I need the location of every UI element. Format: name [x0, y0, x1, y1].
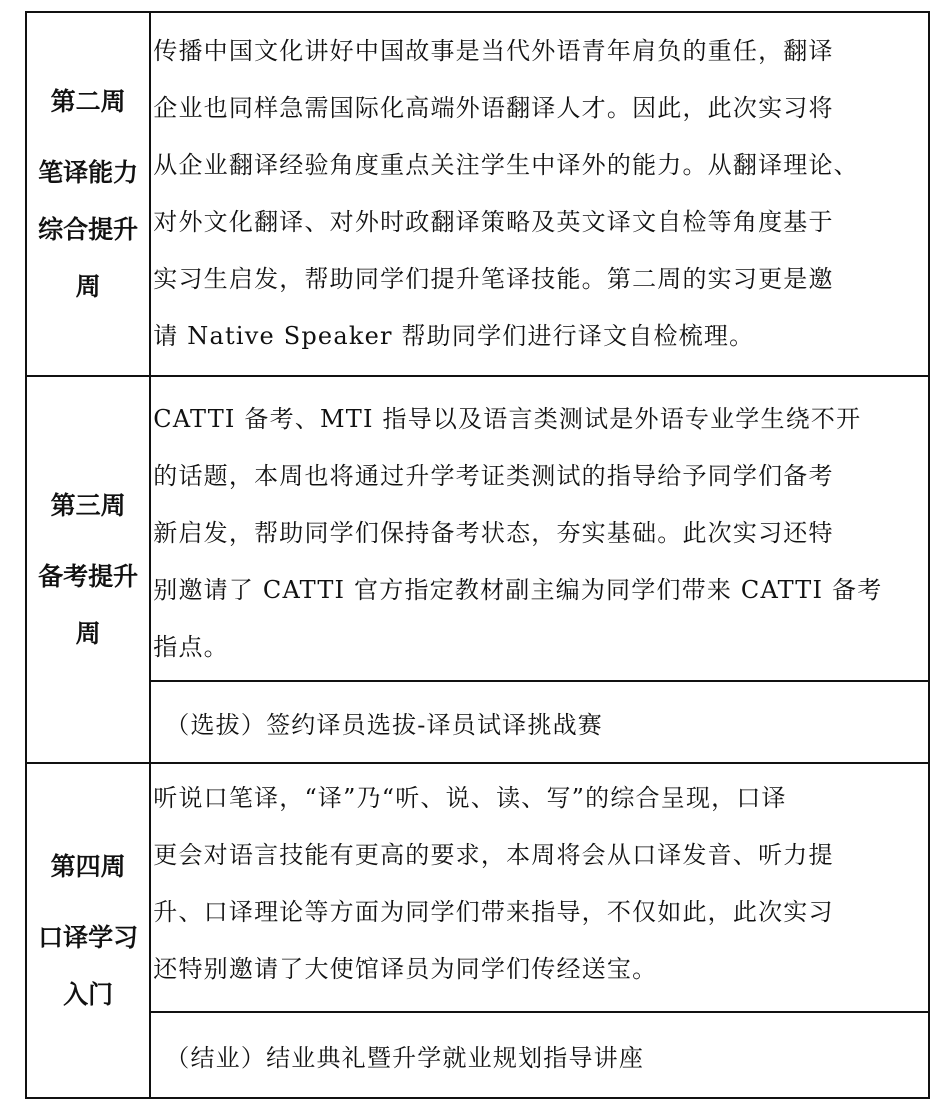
description-line: 升、口译理论等方面为同学们带来指导，不仅如此，此次实习	[153, 898, 834, 926]
internship-schedule-table	[25, 11, 930, 1099]
description-line: 更会对语言技能有更高的要求，本周将会从口译发音、听力提	[153, 841, 834, 869]
description-line: 还特别邀请了大使馆译员为同学们传经送宝。	[153, 955, 658, 983]
week-theme-line: 口译学习	[38, 923, 139, 952]
week-description	[150, 12, 929, 376]
description-line: 请 Native Speaker 帮助同学们进行译文自检梳理。	[153, 322, 755, 350]
week-description	[150, 376, 929, 681]
week-number: 第二周	[50, 87, 126, 116]
table-row	[26, 681, 929, 763]
description-line: 指点。	[153, 633, 229, 661]
week-label-cell	[26, 12, 150, 376]
table-row	[26, 376, 929, 681]
description-line: 新启发，帮助同学们保持备考状态，夯实基础。此次实习还特	[153, 519, 834, 547]
table-row	[26, 1012, 929, 1098]
description-line: 对外文化翻译、对外时政翻译策略及英文译文自检等角度基于	[153, 208, 834, 236]
description-line: 从企业翻译经验角度重点关注学生中译外的能力。从翻译理论、	[153, 151, 859, 179]
description-line: CATTI 备考、MTI 指导以及语言类测试是外语专业学生绕不开	[153, 405, 862, 433]
activity-note: （结业）结业典礼暨升学就业规划指导讲座	[150, 1012, 929, 1098]
activity-note: （选拔）签约译员选拔-译员试译挑战赛	[150, 681, 929, 763]
table-row	[26, 763, 929, 1012]
week-theme-line: 笔译能力	[38, 158, 139, 187]
week-description	[150, 763, 929, 1012]
description-line: 企业也同样急需国际化高端外语翻译人才。因此，此次实习将	[153, 94, 834, 122]
week-theme-line: 入门	[63, 980, 114, 1009]
week-label-cell	[26, 763, 150, 1098]
week-theme-line: 周	[75, 619, 101, 648]
week-theme-line: 备考提升	[38, 562, 139, 591]
week-theme-line: 综合提升	[38, 215, 139, 244]
description-line: 实习生启发，帮助同学们提升笔译技能。第二周的实习更是邀	[153, 265, 834, 293]
description-line: 传播中国文化讲好中国故事是当代外语青年肩负的重任，翻译	[153, 37, 834, 65]
week-label-cell	[26, 376, 150, 763]
table-row	[26, 12, 929, 376]
description-line: 听说口笔译，“译”乃“听、说、读、写”的综合呈现，口译	[153, 784, 787, 812]
description-line: 的话题，本周也将通过升学考证类测试的指导给予同学们备考	[153, 462, 834, 490]
week-number: 第四周	[50, 852, 126, 881]
description-line: 别邀请了 CATTI 官方指定教材副主编为同学们带来 CATTI 备考	[153, 576, 883, 604]
week-theme-line: 周	[75, 272, 101, 301]
week-number: 第三周	[50, 491, 126, 520]
